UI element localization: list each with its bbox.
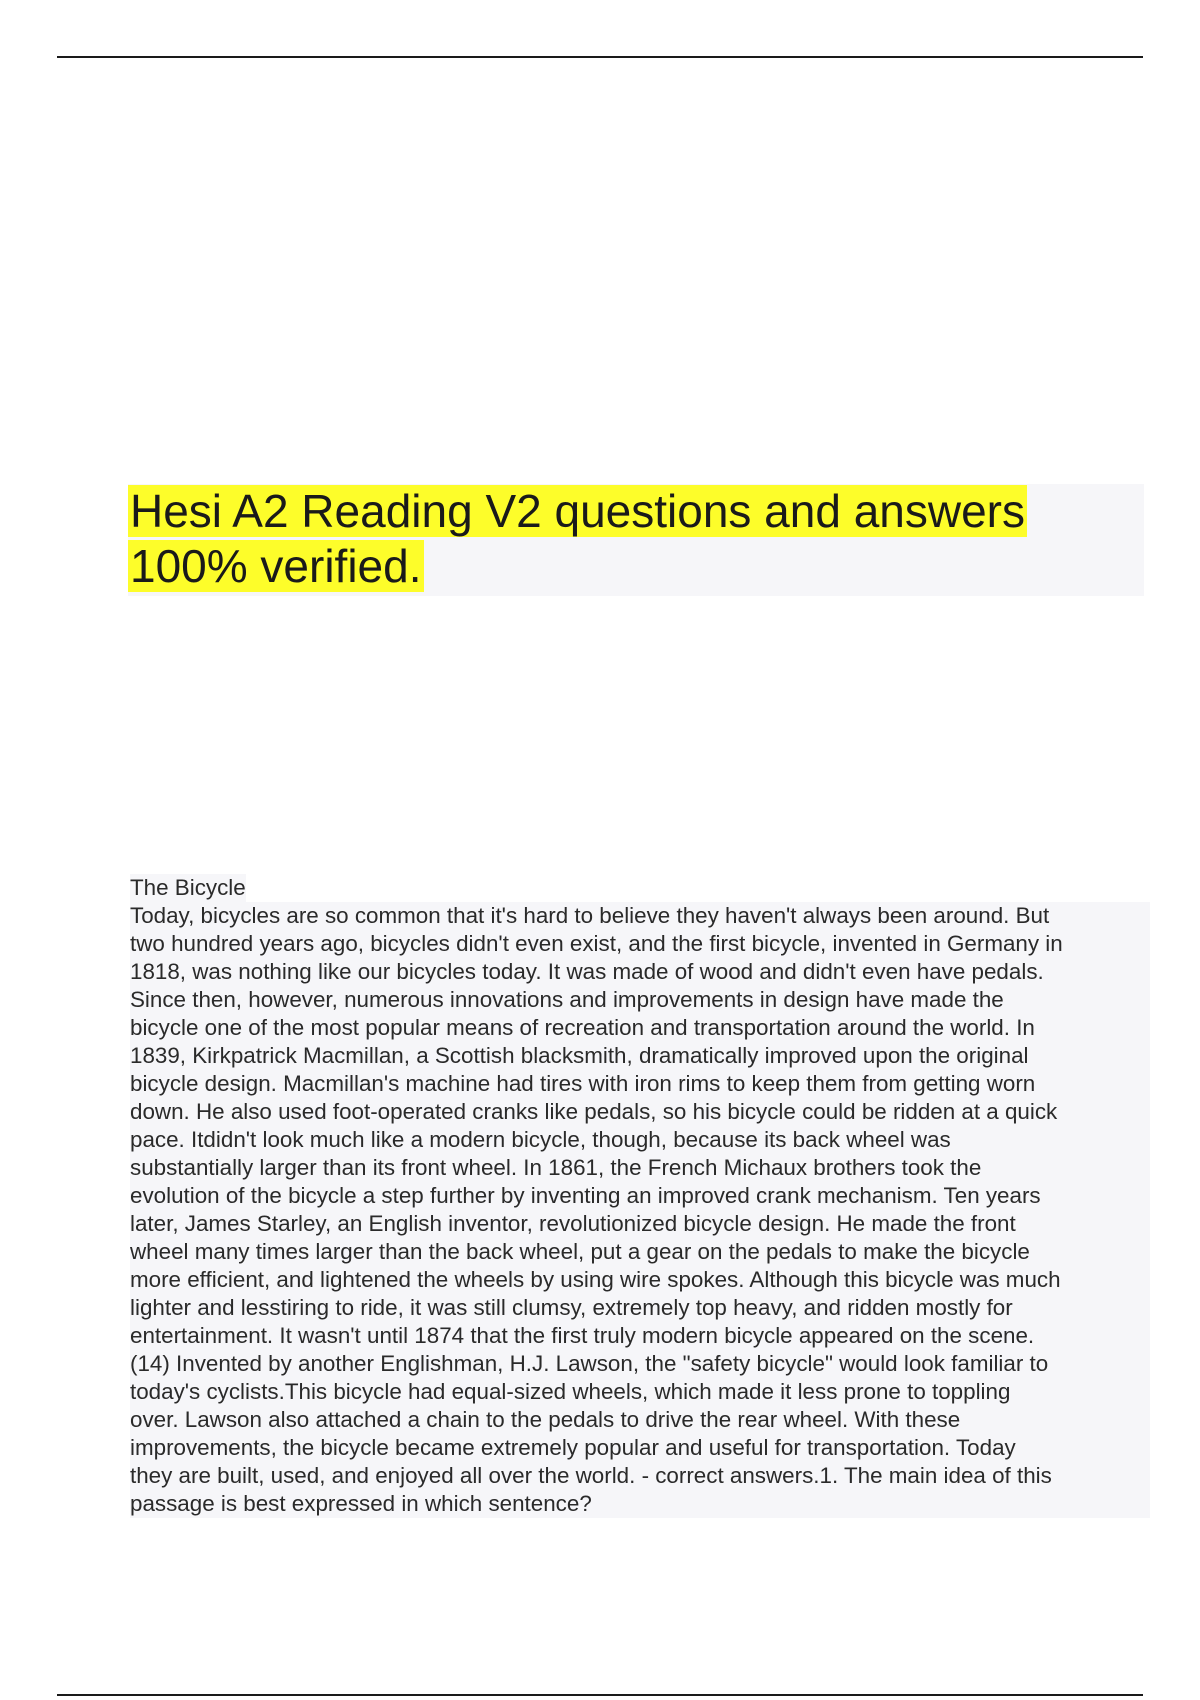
passage-line: bicycle design. Macmillan's machine had tires with iron rims to keep them from getting worn	[130, 1071, 1036, 1096]
passage-line: Today, bicycles are so common that it's hard to believe they haven't always been around. But	[130, 903, 1050, 928]
passage-line: over. Lawson also attached a chain to the pedals to drive the rear wheel. With these	[130, 1407, 961, 1432]
passage-line: entertainment. It wasn't until 1874 that the first truly modern bicycle appeared on the scene.	[130, 1323, 1035, 1348]
passage-heading: The Bicycle	[130, 875, 246, 900]
passage-line: Since then, however, numerous innovations and improvements in design have made the	[130, 987, 1004, 1012]
passage-body	[130, 902, 1150, 1518]
passage-line: today's cyclists.This bicycle had equal-sized wheels, which made it less prone to toppling	[130, 1379, 1011, 1404]
passage-line: passage is best expressed in which sentence?	[130, 1491, 592, 1516]
passage-line: (14) Invented by another Englishman, H.J. Lawson, the "safety bicycle" would look familiar to	[130, 1351, 1049, 1376]
passage-line: bicycle one of the most popular means of recreation and transportation around the world. In	[130, 1015, 1035, 1040]
passage-line: substantially larger than its front wheel. In 1861, the French Michaux brothers took the	[130, 1155, 982, 1180]
passage-line: 1818, was nothing like our bicycles today. It was made of wood and didn't even have pedals.	[130, 959, 1044, 984]
passage-line: improvements, the bicycle became extremely popular and useful for transportation. Today	[130, 1435, 1016, 1460]
passage-line: pace. Itdidn't look much like a modern bicycle, though, because its back wheel was	[130, 1127, 951, 1152]
title-block	[128, 484, 1144, 596]
passage-line: 1839, Kirkpatrick Macmillan, a Scottish blacksmith, dramatically improved upon the original	[130, 1043, 1029, 1068]
passage-line: two hundred years ago, bicycles didn't even exist, and the first bicycle, invented in Germany in	[130, 931, 1063, 956]
passage-line: wheel many times larger than the back wheel, put a gear on the pedals to make the bicycle	[130, 1239, 1030, 1264]
bottom-rule	[57, 1694, 1143, 1696]
title-line-1: Hesi A2 Reading V2 questions and answers	[130, 485, 1026, 537]
passage-line: later, James Starley, an English inventor, revolutionized bicycle design. He made the front	[130, 1211, 1016, 1236]
top-rule	[57, 56, 1143, 58]
passage-line: lighter and lesstiring to ride, it was still clumsy, extremely top heavy, and ridden mostly for	[130, 1295, 1013, 1320]
passage-line: down. He also used foot-operated cranks like pedals, so his bicycle could be ridden at a quick	[130, 1099, 1058, 1124]
passage	[130, 874, 1150, 1518]
document-title	[128, 484, 1144, 594]
passage-line: they are built, used, and enjoyed all over the world. - correct answers.1. The main idea of this	[130, 1463, 1052, 1488]
passage-line: evolution of the bicycle a step further by inventing an improved crank mechanism. Ten years	[130, 1183, 1041, 1208]
passage-line: more efficient, and lightened the wheels by using wire spokes. Although this bicycle was much	[130, 1267, 1061, 1292]
title-line-2: 100% verified.	[130, 540, 422, 592]
